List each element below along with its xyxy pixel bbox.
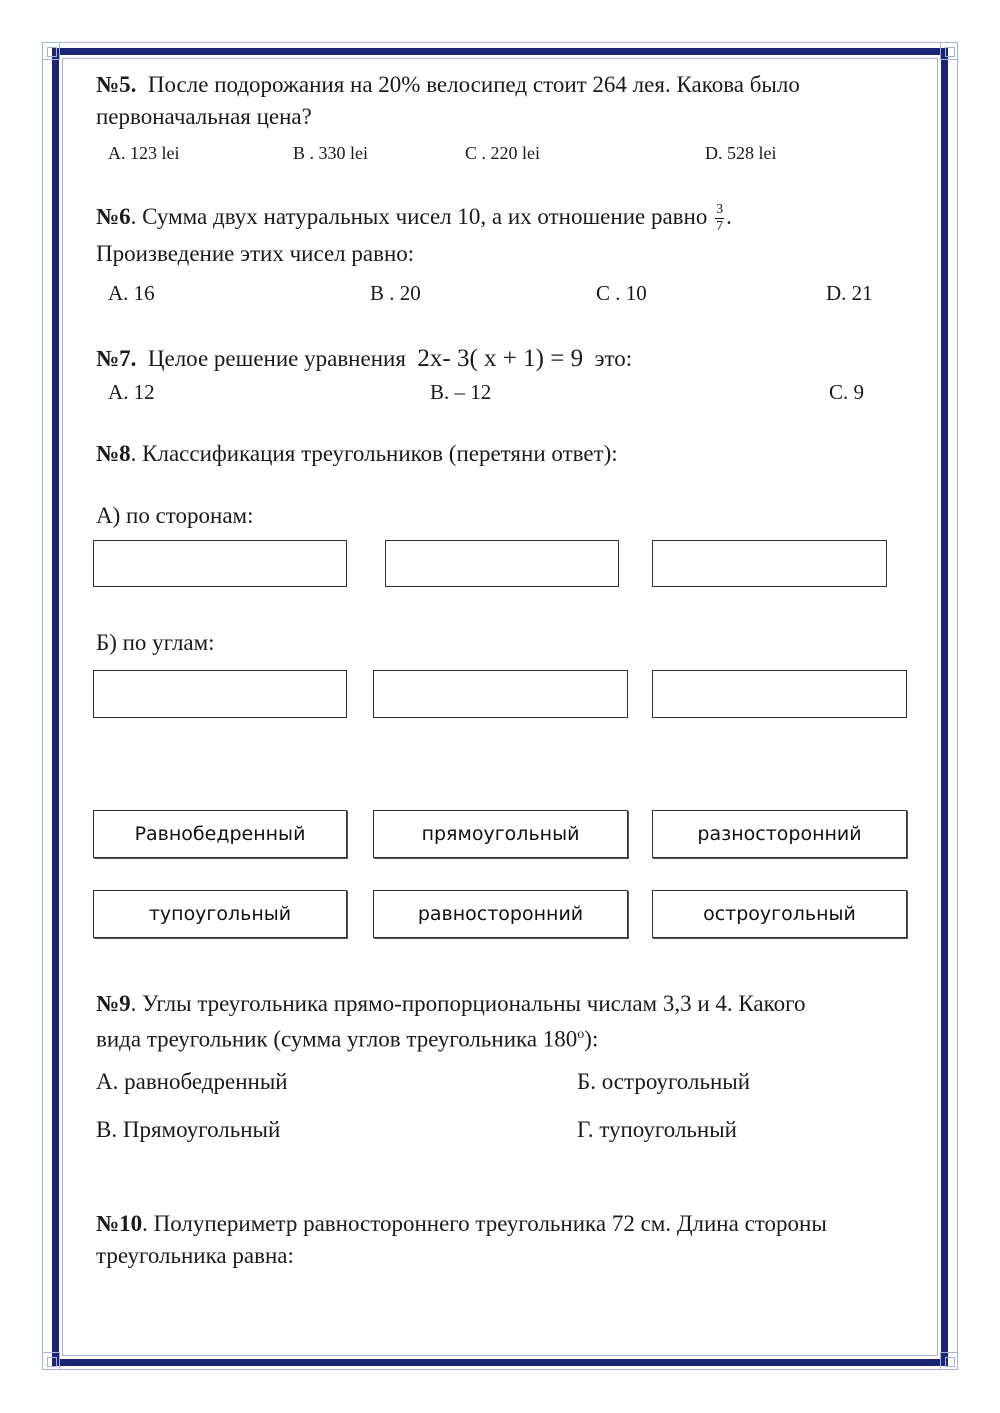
q5-option-d[interactable]: D. 528 lei xyxy=(705,143,777,163)
q6-line2: Произведение этих чисел равно: xyxy=(96,241,415,266)
q7-option-b[interactable]: B. – 12 xyxy=(430,380,492,404)
q9-text-2-tail: ): xyxy=(584,1026,599,1052)
q6-option-c[interactable]: C . 10 xyxy=(596,281,647,305)
drop-zone-angles-1[interactable] xyxy=(93,670,347,718)
q10-line1 xyxy=(96,1208,827,1239)
q6-fraction xyxy=(715,203,724,234)
drop-zone-angles-3[interactable] xyxy=(652,670,907,718)
q7-text: Целое решение уравнения xyxy=(147,346,406,371)
q6-fraction-numerator: 3 xyxy=(716,202,724,218)
q7-option-a[interactable]: A. 12 xyxy=(108,380,155,404)
drag-word-acute[interactable]: остроугольный xyxy=(652,890,907,938)
q9-text-2: вида треугольник (сумма углов треугольника 180 xyxy=(96,1026,578,1052)
q6-number: №6 xyxy=(96,204,131,229)
q7-option-c[interactable]: C. 9 xyxy=(829,380,865,404)
q6-option-b[interactable]: B . 20 xyxy=(370,281,421,305)
q5-option-c[interactable]: C . 220 lei xyxy=(465,143,540,163)
drag-word-right[interactable]: прямоугольный xyxy=(373,810,628,858)
q9-option-a[interactable]: А. равнобедренный xyxy=(96,1069,288,1094)
q9-option-b[interactable]: Б. остроугольный xyxy=(577,1069,751,1094)
drag-word-equilateral[interactable]: равносторонний xyxy=(373,890,628,938)
q6-period: . xyxy=(726,204,732,229)
q9-number: №9 xyxy=(96,991,131,1016)
drop-zone-sides-1[interactable] xyxy=(93,540,347,587)
q6-fraction-denominator: 7 xyxy=(716,219,724,235)
q8-number: №8 xyxy=(96,441,131,466)
q9-line2 xyxy=(96,1019,598,1055)
drop-zone-angles-2[interactable] xyxy=(373,670,628,718)
q9-degree: о xyxy=(577,1027,585,1042)
q5-line2: первоначальная цена? xyxy=(96,104,312,129)
q7-number: №7. xyxy=(96,346,137,371)
q5-line1 xyxy=(96,69,800,100)
corner-ornament xyxy=(940,1352,958,1370)
drop-zone-sides-2[interactable] xyxy=(385,540,619,587)
q6-line1 xyxy=(96,201,732,234)
q5-option-b[interactable]: B . 330 lei xyxy=(293,143,368,163)
q5-number: №5. xyxy=(96,72,137,97)
q8-line xyxy=(96,438,618,469)
q9-text: . Углы треугольника прямо-пропорциональны числам 3,3 и 4. Какого xyxy=(130,991,806,1016)
q8-text: . Классификация треугольников (перетяни ответ): xyxy=(130,441,618,466)
q5-option-a[interactable]: A. 123 lei xyxy=(108,143,180,163)
corner-ornament xyxy=(42,1352,60,1370)
q9-option-d[interactable]: Г. тупоугольный xyxy=(577,1117,737,1142)
drag-word-obtuse[interactable]: тупоугольный xyxy=(93,890,347,938)
q10-text: . Полупериметр равностороннего треугольника 72 см. Длина стороны xyxy=(142,1211,827,1236)
q9-line1 xyxy=(96,988,806,1019)
corner-ornament xyxy=(42,42,60,60)
q7-equation: 2x- 3( x + 1) = 9 xyxy=(417,345,584,372)
q6-text: . Сумма двух натуральных чисел 10, а их отношение равно xyxy=(130,204,708,229)
q10-line2: треугольника равна: xyxy=(96,1243,294,1268)
drop-zone-sides-3[interactable] xyxy=(652,540,887,587)
q9-option-c[interactable]: В. Прямоугольный xyxy=(96,1117,281,1142)
drag-word-isosceles[interactable]: Равнобедренный xyxy=(93,810,347,858)
q7-line xyxy=(96,343,632,374)
corner-ornament xyxy=(940,42,958,60)
q8-sides-label: А) по сторонам: xyxy=(96,503,254,528)
q5-text: После подорожания на 20% велосипед стоит 264 лея. Какова было xyxy=(147,72,800,97)
q6-option-d[interactable]: D. 21 xyxy=(826,281,873,305)
drag-word-scalene[interactable]: разносторонний xyxy=(652,810,907,858)
q10-number: №10 xyxy=(96,1211,143,1236)
q7-tail: это: xyxy=(594,346,633,371)
q8-angles-label: Б) по углам: xyxy=(96,630,215,655)
q6-option-a[interactable]: A. 16 xyxy=(108,281,155,305)
